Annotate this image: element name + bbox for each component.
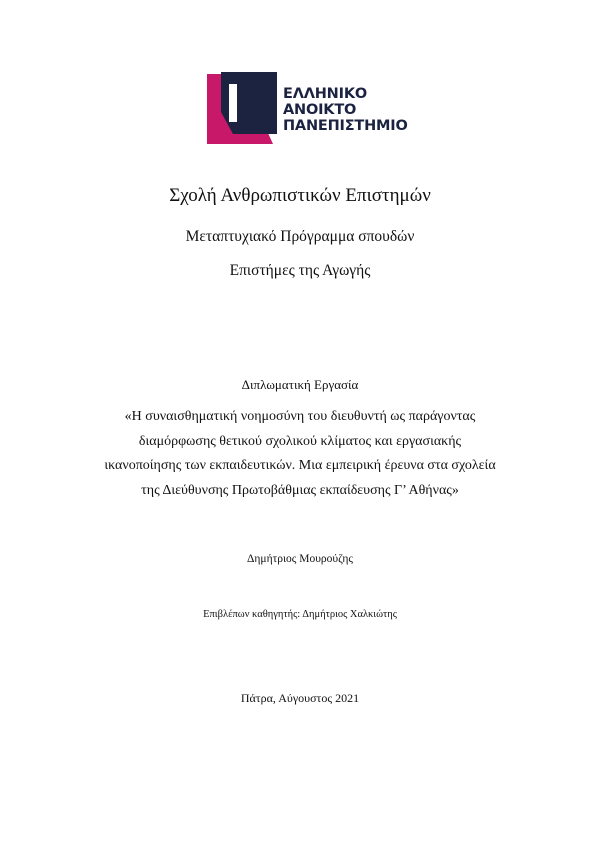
thesis-title-line: διαμόρφωσης θετικού σχολικού κλίματος και εργασιακής	[138, 433, 462, 449]
program-name: Μεταπτυχιακό Πρόγραμμα σπουδών	[185, 228, 415, 245]
university-logo-mark-icon	[207, 72, 277, 144]
university-logo	[207, 72, 407, 144]
author-name: Δημήτριος Μουρούζης	[247, 553, 353, 565]
thesis-title-line: της Διεύθυνσης Πρωτοβάθμιας εκπαίδευσης Γ’ Αθήνας»	[141, 482, 459, 498]
thesis-title-line: «Η συναισθηματική νοημοσύνη του διευθυντή ως παράγοντας	[124, 409, 476, 424]
logo-line: ΕΛΛΗΝΙΚΟ	[283, 86, 367, 102]
logo-wordmark	[283, 86, 408, 134]
logo-line: ΑΝΟΙΚΤΟ	[283, 102, 357, 118]
thesis-title	[0, 405, 600, 503]
school-name: Σχολή Ανθρωπιστικών Επιστημών	[169, 185, 431, 206]
supervisor: Επιβλέπων καθηγητής: Δημήτριος Χαλκιώτης	[203, 609, 397, 620]
logo-line: ΠΑΝΕΠΙΣΤΗΜΙΟ	[283, 118, 408, 134]
thesis-label: Διπλωματική Εργασία	[241, 377, 359, 392]
logo-white-slit	[229, 84, 237, 122]
field-name: Επιστήμες της Αγωγής	[229, 262, 371, 279]
place-date: Πάτρα, Αύγουστος 2021	[240, 691, 360, 705]
thesis-title-line: ικανοποίησης των εκπαιδευτικών. Μια εμπειρική έρευνα στα σχολεία	[104, 458, 496, 473]
